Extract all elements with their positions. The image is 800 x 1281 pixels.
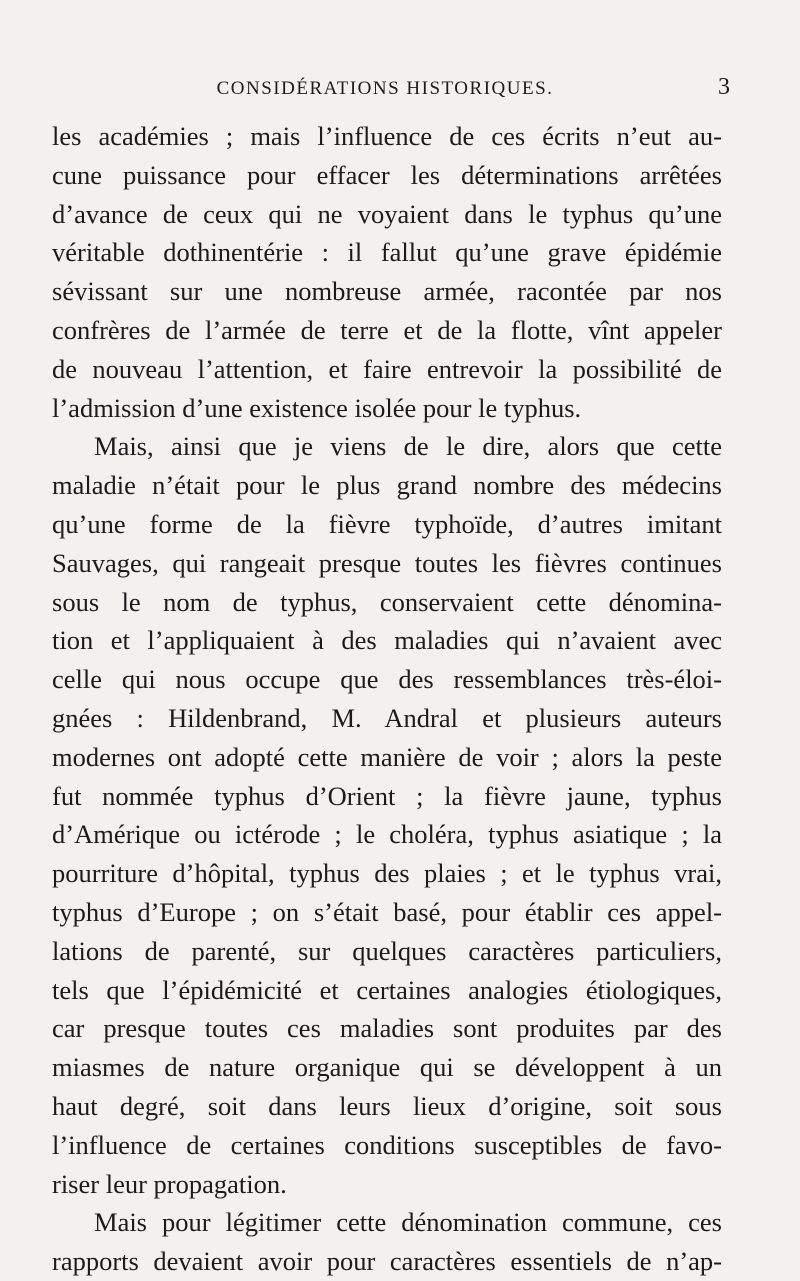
text-line: d’avance de ceux qui ne voyaient dans le typhus qu’une (52, 198, 722, 229)
text-line: rapports devaient avoir pour caractères essentiels de n’ap- (52, 1246, 722, 1277)
text-line: l’influence de certaines conditions susceptibles de favo- (52, 1129, 722, 1160)
text-line: les académies ; mais l’influence de ces écrits n’eut au- (52, 121, 722, 151)
text-line: car presque toutes ces maladies sont produites par des (52, 1013, 722, 1044)
text-line: pourriture d’hôpital, typhus des plaies ; et le typhus vrai, (52, 858, 722, 889)
text-line: lations de parenté, sur quelques caractères particuliers, (52, 935, 722, 966)
text-line: tion et l’appliquaient à des maladies qui n’avaient avec (52, 625, 722, 656)
text-line: sévissant sur une nombreuse armée, racontée par nos (52, 276, 722, 307)
text-line: Mais pour légitimer cette dénomination commune, ces (94, 1207, 722, 1238)
text-line: Sauvages, qui rangeait presque toutes les fièvres continues (52, 547, 722, 578)
page-number: 3 (718, 74, 730, 100)
text-line: riser leur propagation. (52, 1168, 287, 1199)
body-text (52, 117, 722, 1281)
text-line: cune puissance pour effacer les déterminations arrêtées (52, 159, 722, 190)
text-line: typhus d’Europe ; on s’était basé, pour établir ces appel- (52, 896, 722, 927)
text-line: miasmes de nature organique qui se développent à un (52, 1052, 722, 1083)
text-line: l’admission d’une existence isolée pour le typhus. (52, 392, 582, 423)
text-line: celle qui nous occupe que des ressemblances très-éloi- (52, 664, 722, 695)
text-line: de nouveau l’attention, et faire entrevoir la possibilité de (52, 353, 722, 384)
running-title: CONSIDÉRATIONS HISTORIQUES. (216, 78, 554, 99)
text-line: haut degré, soit dans leurs lieux d’origine, soit sous (52, 1090, 722, 1121)
text-line: tels que l’épidémicité et certaines analogies étiologiques, (52, 974, 722, 1005)
text-line: modernes ont adopté cette manière de voir ; alors la peste (52, 741, 722, 772)
text-line: fut nommée typhus d’Orient ; la fièvre jaune, typhus (52, 780, 722, 811)
text-line: Mais, ainsi que je viens de le dire, alors que cette (94, 431, 722, 462)
text-line: d’Amérique ou ictérode ; le choléra, typhus asiatique ; la (52, 819, 722, 850)
running-head (52, 74, 730, 106)
text-line: confrères de l’armée de terre et de la flotte, vînt appeler (52, 314, 722, 345)
text-line: véritable dothinentérie : il fallut qu’une grave épidémie (52, 237, 722, 268)
text-line: qu’une forme de la fièvre typhoïde, d’autres imitant (52, 508, 722, 539)
text-line: sous le nom de typhus, conservaient cette dénomina- (52, 586, 722, 617)
text-line: maladie n’était pour le plus grand nombre des médecins (52, 470, 722, 501)
text-line: gnées : Hildenbrand, M. Andral et plusieurs auteurs (52, 702, 722, 733)
